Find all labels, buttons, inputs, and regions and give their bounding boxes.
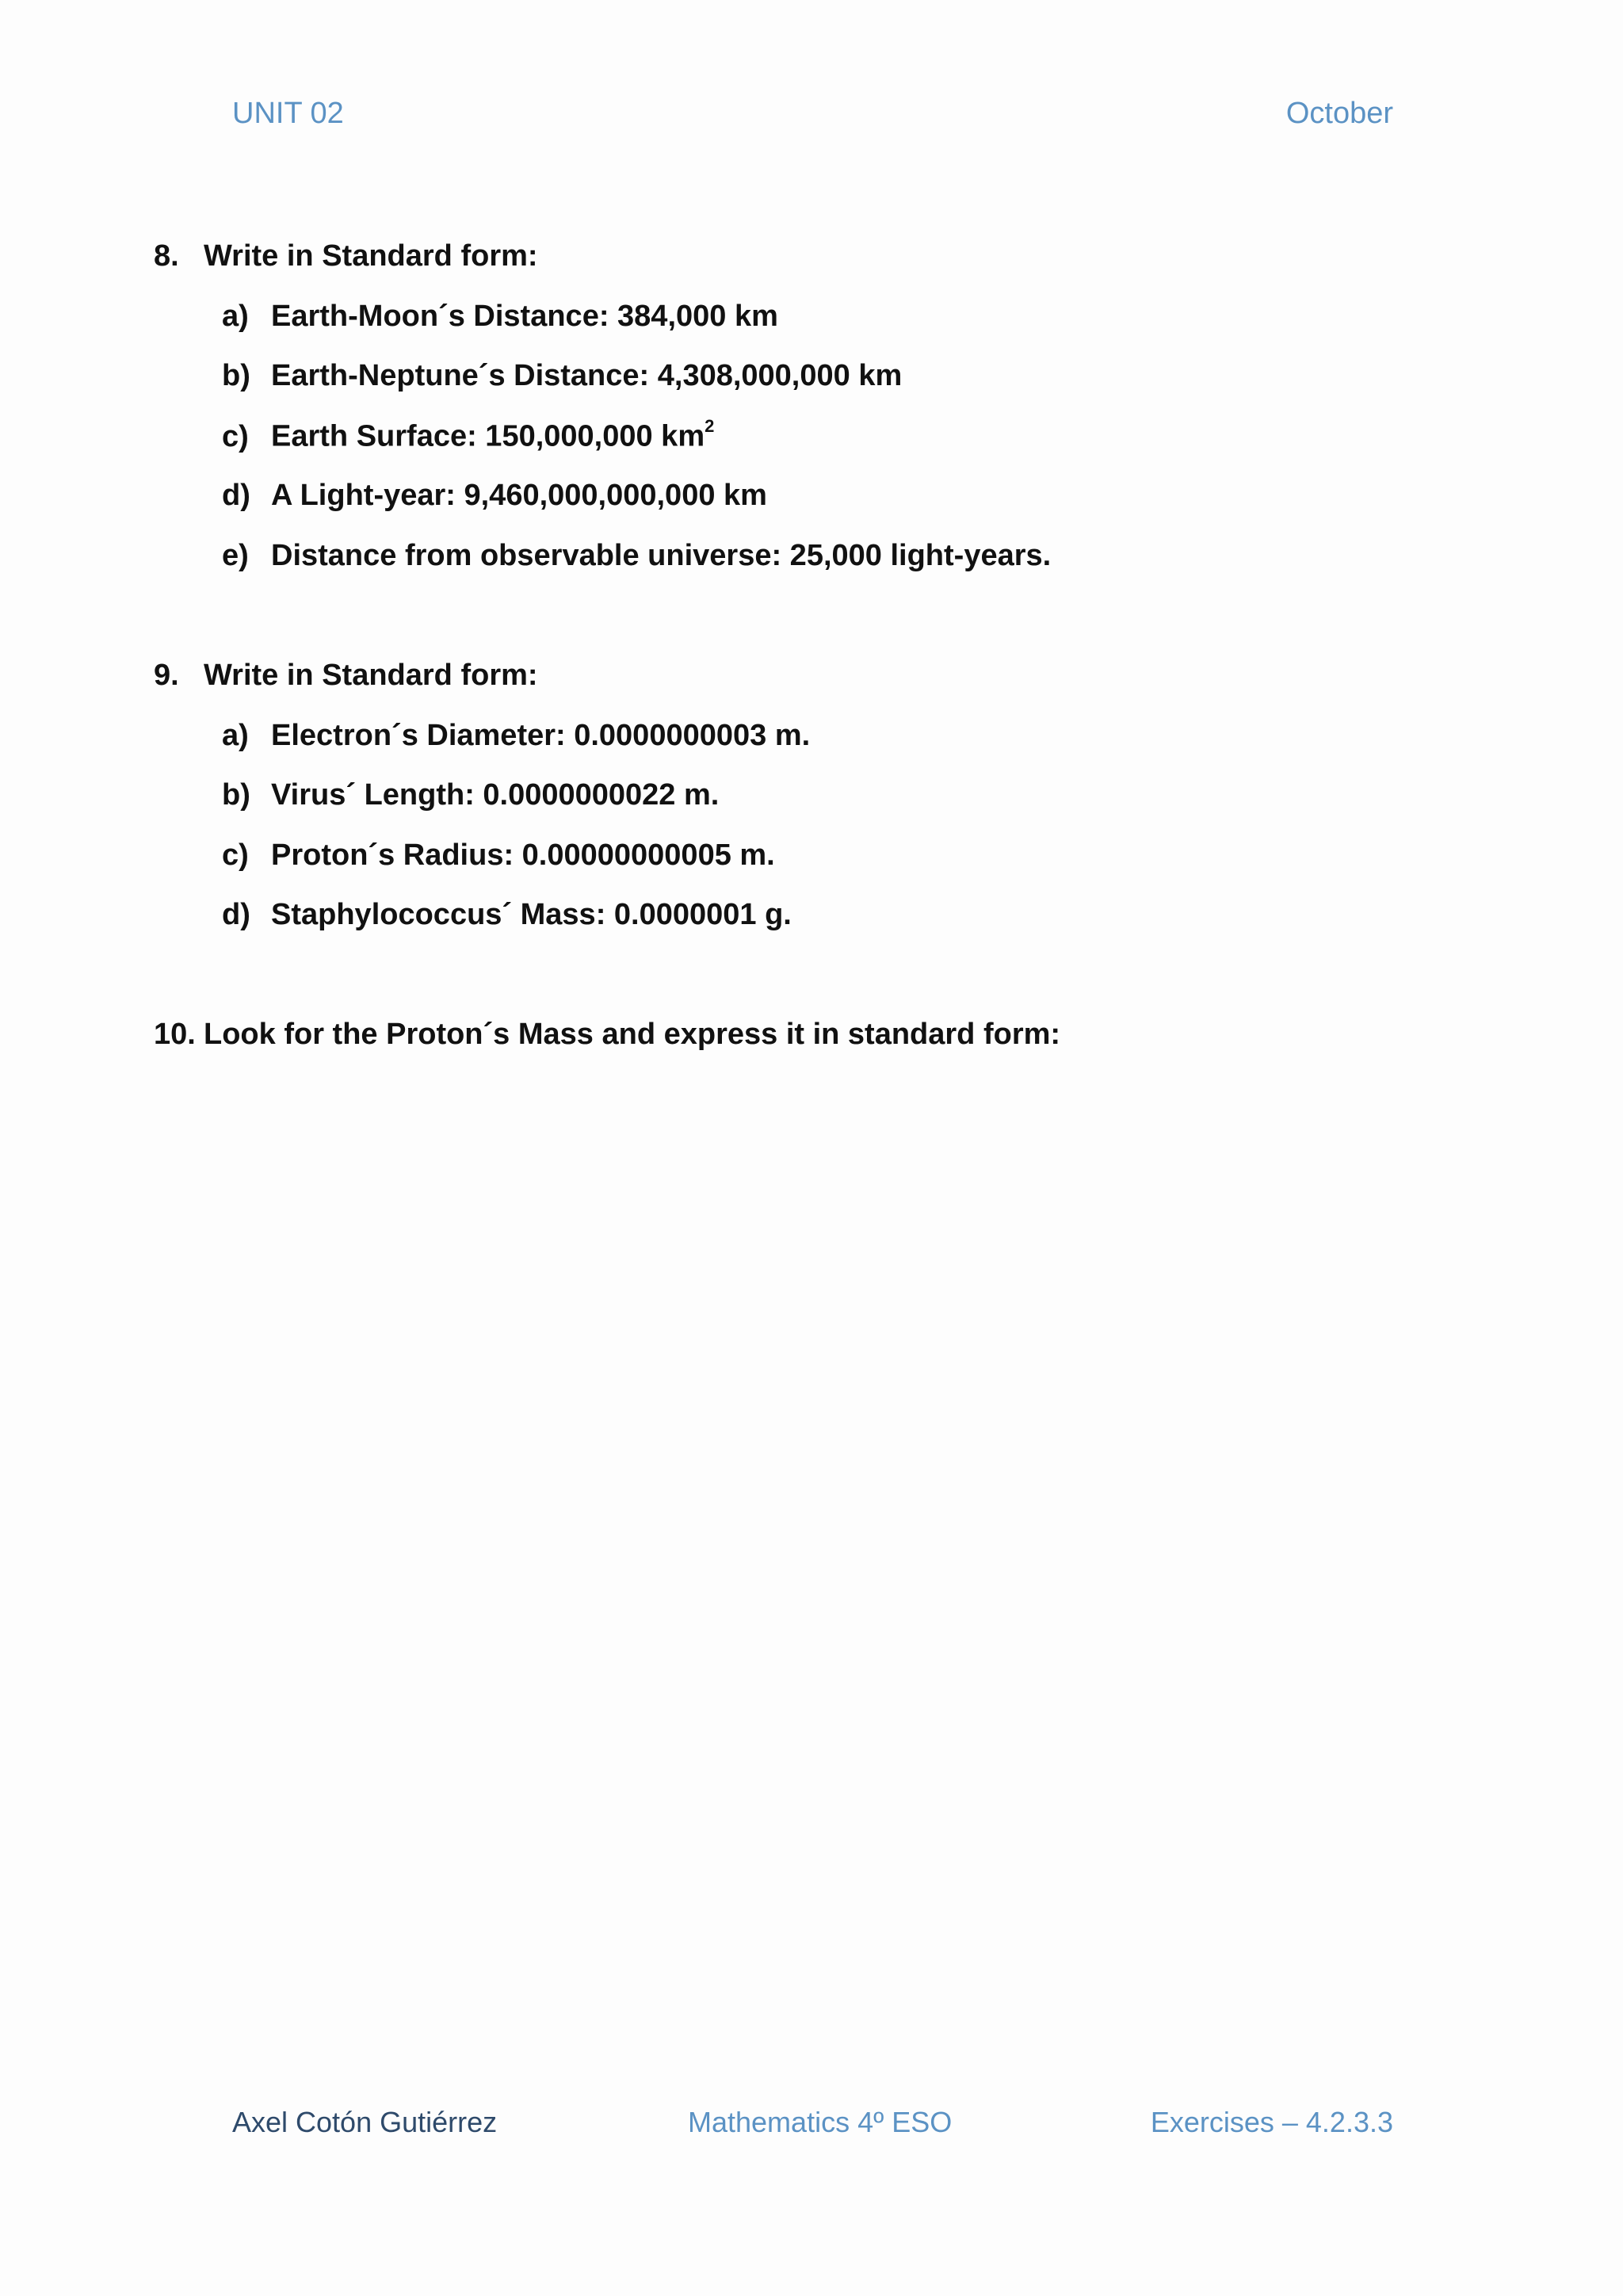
question-8-item-b bbox=[222, 361, 902, 391]
question-9-item-c bbox=[222, 840, 775, 870]
question-text: Write in Standard form: bbox=[204, 659, 538, 692]
question-9-item-b bbox=[222, 780, 719, 810]
item-text: Earth-Moon´s Distance: 384,000 km bbox=[271, 300, 778, 333]
question-number: 10. bbox=[154, 1018, 196, 1051]
question-9-item-d bbox=[222, 900, 792, 930]
footer-reference: Exercises – 4.2.3.3 bbox=[1150, 2106, 1393, 2138]
item-letter: d) bbox=[222, 898, 250, 931]
item-text: Virus´ Length: 0.0000000022 m. bbox=[271, 778, 720, 812]
item-letter: b) bbox=[222, 778, 250, 812]
question-text: Write in Standard form: bbox=[204, 239, 538, 273]
footer-author: Axel Cotón Gutiérrez bbox=[232, 2106, 498, 2138]
footer-course: Mathematics 4º ESO bbox=[688, 2106, 953, 2138]
question-number: 9. bbox=[154, 659, 179, 692]
question-8-item-e bbox=[222, 541, 1051, 571]
header-month: October bbox=[1285, 97, 1393, 130]
question-8-item-a bbox=[222, 301, 778, 331]
question-number: 8. bbox=[154, 239, 179, 273]
item-letter: e) bbox=[222, 539, 249, 572]
item-text: Staphylococcus´ Mass: 0.0000001 g. bbox=[271, 898, 792, 931]
item-superscript: 2 bbox=[705, 416, 715, 436]
item-text: Earth Surface: 150,000,000 km bbox=[271, 419, 705, 453]
item-letter: c) bbox=[222, 419, 249, 453]
item-letter: a) bbox=[222, 719, 249, 752]
item-letter: a) bbox=[222, 300, 249, 333]
header-unit: UNIT 02 bbox=[232, 97, 344, 130]
question-9 bbox=[154, 660, 538, 690]
question-text: Look for the Proton´s Mass and express it in standard form: bbox=[204, 1018, 1061, 1051]
question-8 bbox=[154, 241, 538, 271]
item-text: Earth-Neptune´s Distance: 4,308,000,000 km bbox=[271, 359, 903, 392]
question-8-item-d bbox=[222, 480, 767, 510]
item-letter: b) bbox=[222, 359, 250, 392]
item-letter: c) bbox=[222, 839, 249, 872]
question-8-item-c bbox=[222, 416, 715, 453]
question-9-item-a bbox=[222, 720, 810, 751]
item-text: Proton´s Radius: 0.00000000005 m. bbox=[271, 839, 775, 872]
item-letter: d) bbox=[222, 479, 250, 512]
item-text: A Light-year: 9,460,000,000,000 km bbox=[271, 479, 767, 512]
item-text: Electron´s Diameter: 0.0000000003 m. bbox=[271, 719, 811, 752]
question-10 bbox=[154, 1019, 1060, 1049]
item-text: Distance from observable universe: 25,000 light-years. bbox=[271, 539, 1052, 572]
